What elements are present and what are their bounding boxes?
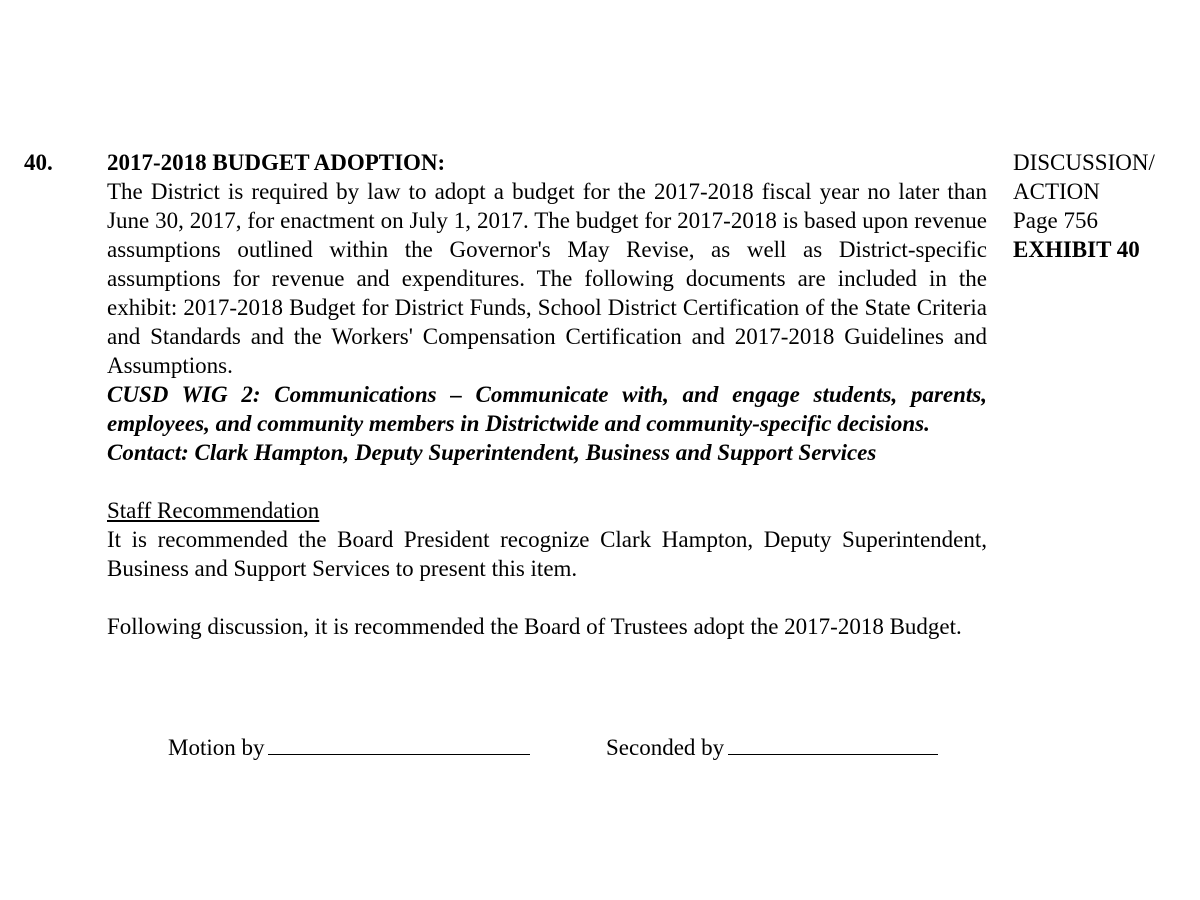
- item-sidebar: [1013, 148, 1193, 264]
- spacer: [107, 583, 987, 612]
- item-description: The District is required by law to adopt a budget for the 2017-2018 fiscal year no later than June 30, 2017, for enactment on July 1, 2017. The budget for 2017-2018 is based upon revenue assumptions outlined within the Governor's May Revise, as well as District-specific assumptions for revenue and expenditures. The following documents are included in the exhibit: 2017-2018 Budget for District Funds, School District Certification of the State Criteria and Standards and the Workers' Compensation Certification and 2017-2018 Guidelines and Assumptions.: [107, 179, 987, 378]
- seconded-by-blank-line: [728, 734, 938, 755]
- signature-row: [0, 733, 1200, 765]
- seconded-by-label: Seconded by: [606, 735, 725, 760]
- discussion-label: DISCUSSION/: [1013, 150, 1155, 175]
- action-label: ACTION: [1013, 179, 1100, 204]
- recommendation-text-1: It is recommended the Board President recognize Clark Hampton, Deputy Superintendent, Business and Support Services to present this item.: [107, 527, 987, 581]
- exhibit-label: EXHIBIT 40: [1013, 237, 1140, 262]
- motion-by-field: [168, 733, 530, 762]
- staff-recommendation-heading: Staff Recommendation: [107, 498, 320, 523]
- item-title: 2017-2018 BUDGET ADOPTION:: [107, 150, 446, 175]
- motion-by-label: Motion by: [168, 735, 265, 760]
- page-reference: Page 756: [1013, 208, 1098, 233]
- contact-line: Contact: Clark Hampton, Deputy Superintendent, Business and Support Services: [107, 440, 877, 465]
- item-number: 40.: [24, 150, 53, 175]
- item-content: [107, 148, 987, 641]
- recommendation-text-2: Following discussion, it is recommended the Board of Trustees adopt the 2017-2018 Budget.: [107, 614, 962, 639]
- motion-by-blank-line: [268, 734, 530, 755]
- wig-statement: CUSD WIG 2: Communications – Communicate with, and engage students, parents, employees, and community members in Districtwide and community-specific decisions.: [107, 382, 987, 436]
- spacer: [107, 467, 987, 496]
- seconded-by-field: [606, 733, 938, 762]
